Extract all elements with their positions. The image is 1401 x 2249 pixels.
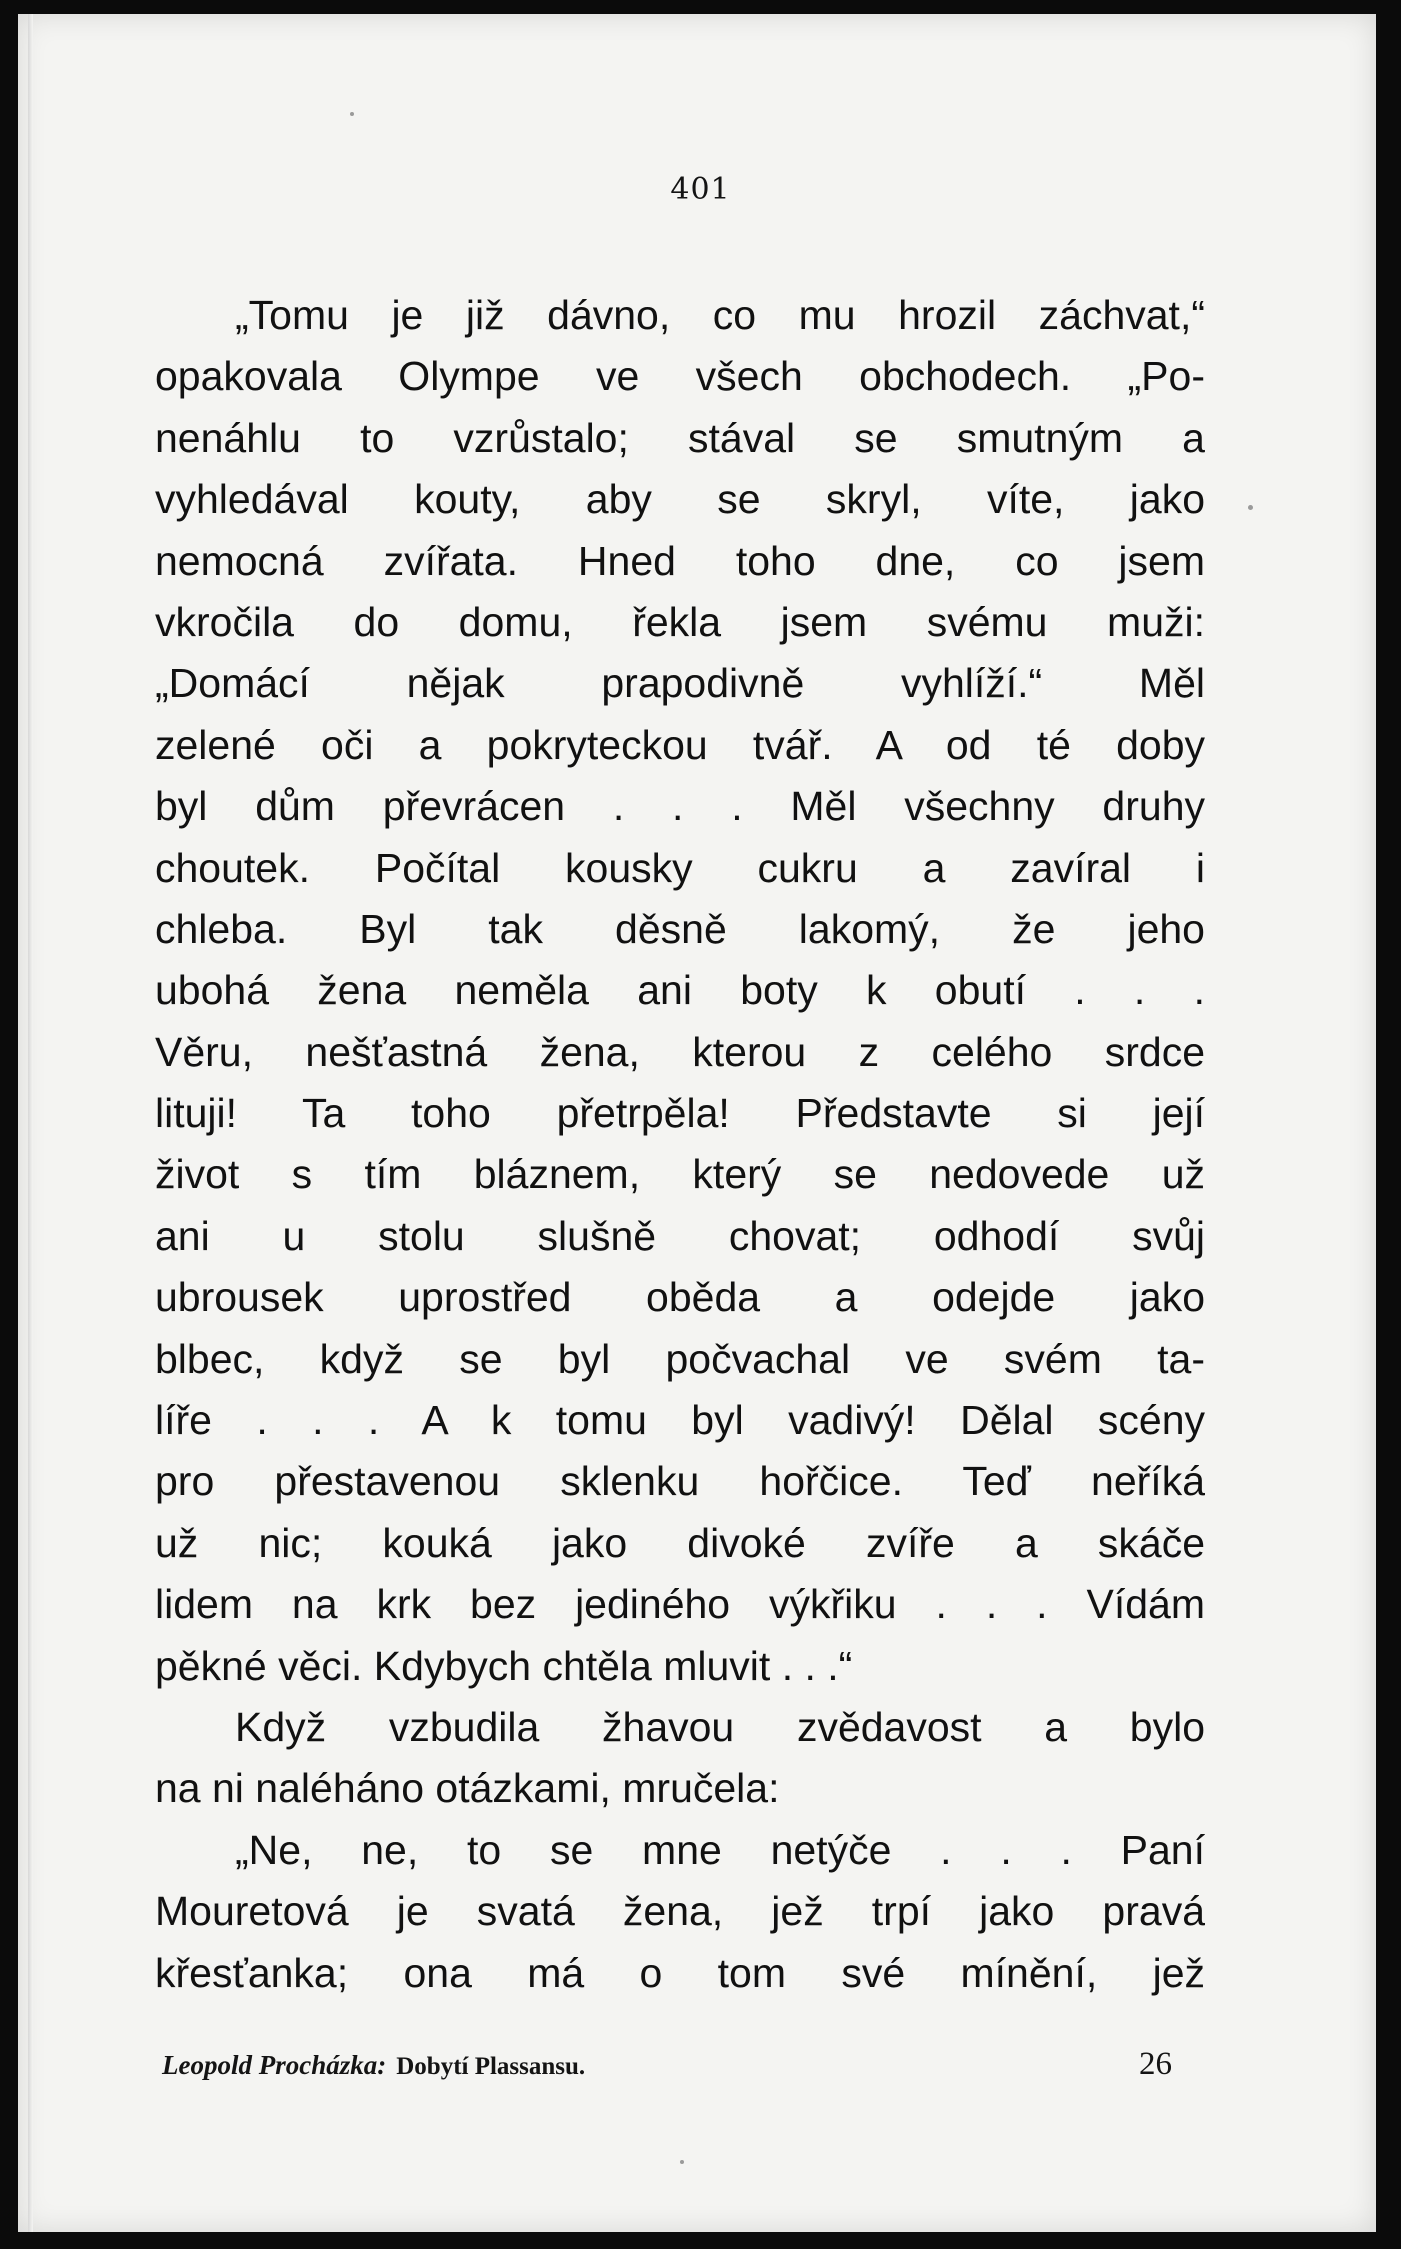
text-line: zelené oči a pokryteckou tvář. A od té doby [155, 721, 1205, 768]
text-line: pěkné věci. Kdybych chtěla mluvit . . .“ [155, 1642, 853, 1689]
page-footer [162, 2046, 1172, 2082]
text-line: „Domácí nějak prapodivně vyhlíží.“ Měl [155, 660, 1205, 707]
text-line: chleba. Byl tak děsně lakomý, že jeho [155, 905, 1205, 952]
footer-signature-mark: 26 [1139, 2046, 1172, 2082]
paper-speck [350, 112, 354, 116]
paper-speck [680, 2160, 684, 2164]
text-line: nenáhlu to vzrůstalo; stával se smutným a [155, 414, 1205, 461]
text-line: byl dům převrácen . . . Měl všechny druhy [155, 783, 1205, 830]
footer-author: Leopold Procházka: [162, 2050, 387, 2080]
text-line: ani u stolu slušně chovat; odhodí svůj [155, 1212, 1205, 1259]
text-line: lidem na krk bez jediného výkřiku . . . Vídám [155, 1581, 1205, 1628]
text-line: křesťanka; ona má o tom své mínění, jež [155, 1949, 1205, 1996]
page-edge-shadow [28, 14, 33, 2232]
text-line: pro přestavenou sklenku hořčice. Teď neříká [155, 1458, 1205, 1505]
text-line: na ni naléháno otázkami, mručela: [155, 1765, 780, 1812]
text-line: Věru, nešťastná žena, kterou z celého srdce [155, 1028, 1205, 1075]
text-line: lituji! Ta toho přetrpěla! Představte si její [155, 1090, 1205, 1137]
body-text [155, 285, 1205, 2004]
text-line: „Ne, ne, to se mne netýče . . . Paní [235, 1826, 1205, 1873]
text-line: vyhledával kouty, aby se skryl, víte, jako [155, 476, 1205, 523]
text-line: líře . . . A k tomu byl vadivý! Dělal scény [155, 1397, 1205, 1444]
text-line: choutek. Počítal kousky cukru a zavíral i [155, 844, 1205, 891]
text-line: život s tím bláznem, který se nedovede už [155, 1151, 1205, 1198]
text-line: blbec, když se byl počvachal ve svém ta- [155, 1335, 1205, 1382]
paper-speck [1248, 505, 1253, 510]
text-line: ubohá žena neměla ani boty k obutí . . . [155, 967, 1205, 1014]
footer-book-title: Dobytí Plassansu. [396, 2053, 586, 2080]
text-line: Mouretová je svatá žena, jež trpí jako pravá [155, 1888, 1205, 1935]
page-number: 401 [670, 172, 731, 207]
text-line: vkročila do domu, řekla jsem svému muži: [155, 598, 1205, 645]
text-line: Když vzbudila žhavou zvědavost a bylo [235, 1703, 1205, 1750]
text-line: už nic; kouká jako divoké zvíře a skáče [155, 1519, 1205, 1566]
text-line: opakovala Olympe ve všech obchodech. „Po- [155, 353, 1205, 400]
text-line: nemocná zvířata. Hned toho dne, co jsem [155, 537, 1205, 584]
text-line: „Tomu je již dávno, co mu hrozil záchvat,“ [235, 292, 1205, 338]
text-line: ubrousek uprostřed oběda a odejde jako [155, 1274, 1205, 1321]
